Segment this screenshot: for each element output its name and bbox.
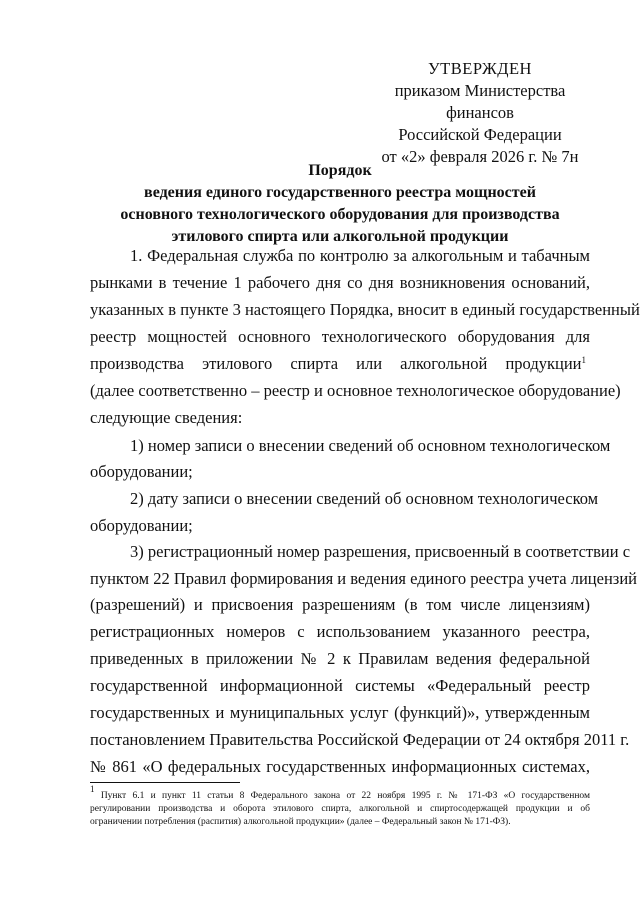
approval-line-1: приказом Министерства финансов [394, 81, 566, 122]
footnote-line-text: Пункт 6.1 и пункт 11 статьи 8 Федерального закона от 22 ноября 1995 г. № 171-ФЗ «О государственном [100, 791, 591, 801]
body-line: реестр мощностей основного технологического оборудования для [90, 327, 590, 346]
body-line: 1) номер записи о внесении сведений об основном технологическом [130, 436, 611, 455]
body-line: указанных в пункте 3 настоящего Порядка, вносит в единый государственный [90, 300, 640, 319]
body-line: № 861 «О федеральных государственных информационных системах, [90, 757, 590, 776]
approval-line-2: Российской Федерации [398, 125, 562, 144]
footnote-line [90, 784, 591, 803]
title-line-3: основного технологического оборудования для производства [120, 206, 560, 223]
approval-line-3: от «2» февраля 2026 г. № 7н [381, 147, 579, 166]
body-line: (разрешений) и присвоения разрешениям (в том числе лицензиям) [90, 595, 590, 614]
body-line: (далее соответственно – реестр и основное технологическое оборудование) [90, 381, 621, 400]
body-line: постановлением Правительства Российской Федерации от 24 октября 2011 г. [90, 730, 630, 749]
body-line: рынками в течение 1 рабочего дня со дня возникновения оснований, [90, 273, 590, 292]
body-line: 1. Федеральная служба по контролю за алкогольным и табачным [130, 246, 590, 265]
footnote-reference: 1 [581, 355, 586, 365]
body-line: государственной информационной системы «Федеральный реестр [90, 676, 590, 695]
body-line-text: производства этилового спирта или алкогольной продукции [90, 354, 582, 373]
footnote-divider [90, 782, 240, 783]
body-line: 2) дату записи о внесении сведений об основном технологическом [130, 489, 599, 508]
footnote-line: ограничении потребления (распития) алкогольной продукции» (далее – Федеральный закон № 171-ФЗ). [90, 817, 511, 827]
title-line-4: этилового спирта или алкогольной продукции [171, 228, 509, 245]
body-line: государственных и муниципальных услуг (функций)», утвержденным [90, 703, 590, 722]
footnote-marker: 1 [90, 784, 95, 794]
body-line: приведенных в приложении № 2 к Правилам ведения федеральной [90, 649, 590, 668]
body-line: пунктом 22 Правил формирования и ведения единого реестра учета лицензий [90, 569, 637, 588]
document-title [90, 160, 590, 248]
footnote-line: регулировании производства и оборота этилового спирта, алкогольной и спиртосодержащей продукции и об [90, 804, 590, 814]
approval-stamp [360, 58, 600, 168]
approval-heading: УТВЕРЖДЕН [428, 59, 532, 78]
body-line: регистрационных номеров с использованием указанного реестра, [90, 622, 590, 641]
body-line: следующие сведения: [90, 408, 243, 427]
title-line-2: ведения единого государственного реестра мощностей [144, 184, 536, 201]
body-line [90, 353, 586, 375]
body-line: оборудовании; [90, 516, 193, 535]
body-line: 3) регистрационный номер разрешения, присвоенный в соответствии с [130, 542, 631, 561]
body-line: оборудовании; [90, 462, 193, 481]
title-line-1: Порядок [308, 162, 372, 179]
footnote [90, 784, 591, 829]
